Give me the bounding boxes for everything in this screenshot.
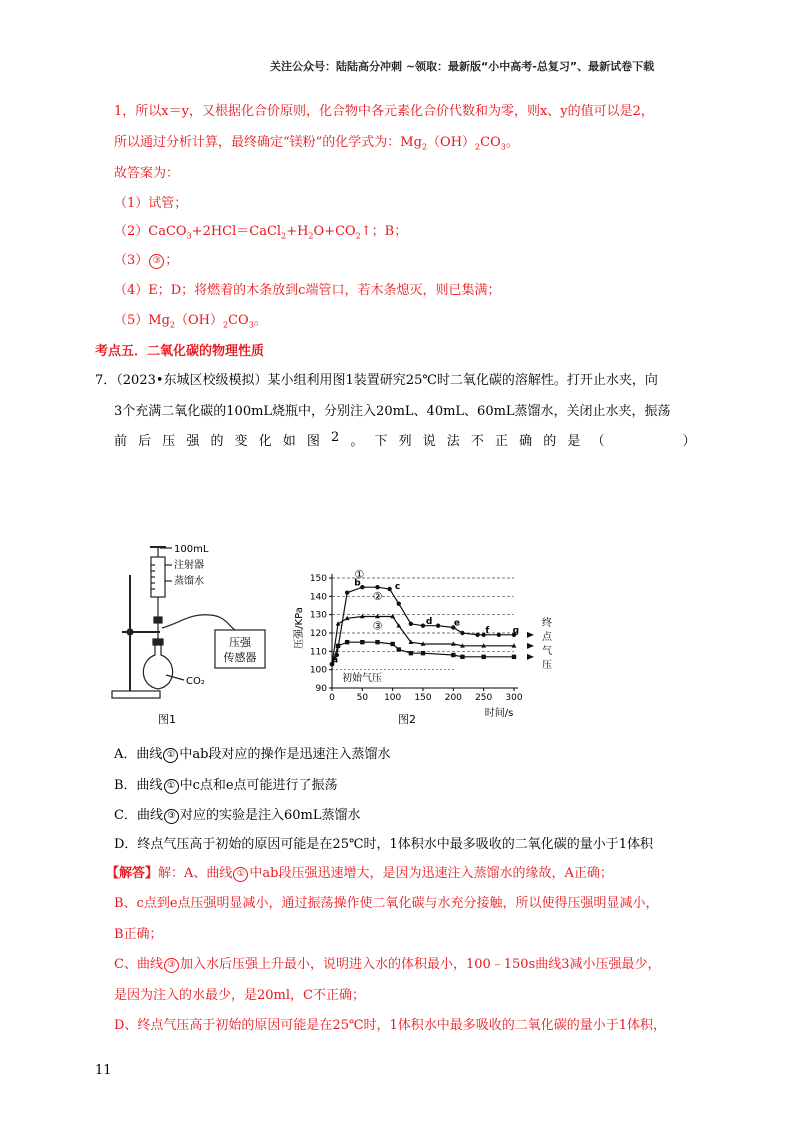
final-label-char: 终 (542, 618, 552, 629)
figure2-caption: 图2 (398, 713, 416, 726)
flask (143, 645, 172, 689)
data-point (512, 655, 516, 659)
x-tick-label: 300 (505, 693, 523, 703)
page-header: 关注公众号：陆陆高分冲刺 ~领取：最新版“小中高考-总复习”、最新试卷下载 (270, 60, 655, 73)
answer-2: $(2)CaCO_3+2HCl=CaCl_2+H_2O+CO_2↑$；B； (114, 224, 408, 241)
data-point (345, 640, 349, 644)
stand-base (112, 691, 160, 698)
figure1-apparatus (110, 535, 290, 735)
label-water: 蒸馏水 (174, 576, 204, 587)
x-tick-label: 150 (414, 693, 432, 703)
y-tick-label: 90 (315, 684, 327, 694)
data-point (360, 640, 364, 644)
data-point (460, 631, 464, 635)
figure2-chart (292, 568, 562, 718)
data-point (390, 642, 394, 646)
label-volume: 100mL (174, 544, 209, 555)
chart-ylabel: 压强/KPa (294, 607, 305, 649)
answer-line-1: 1，所以x＝y，又根据化合价原则，化合物中各元素化合价代数和为零，则x、y的值可以是2， (114, 104, 654, 119)
figure1-caption: 图1 (158, 713, 176, 726)
answer-4: （4）E；D；将燃着的木条放到c端管口，若木条熄灭，则已集满； (114, 283, 501, 298)
point-label-e: e (453, 618, 461, 629)
data-point (387, 587, 391, 591)
data-point (421, 651, 425, 655)
final-label-char: 气 (542, 646, 552, 657)
data-point (481, 655, 485, 659)
data-point (475, 633, 479, 637)
y-tick-label: 140 (309, 592, 327, 603)
solution-line-2: B、c点到e点压强明显减小，通过振荡操作使二氧化碳与水充分接触，所以使得压强明显减小， (114, 896, 659, 911)
label-syringe: 注射器 (174, 560, 204, 571)
data-point (421, 623, 425, 627)
question-line-2: 3个充满二氧化碳的100mL烧瓶中，分别注入20mL、40mL、60mL蒸馏水，关闭止水夹，振荡 (114, 404, 671, 419)
data-point (345, 590, 349, 594)
data-point (451, 653, 455, 657)
choice-b: B．曲线 ① 中c点和e点可能进行了振荡 (114, 778, 338, 793)
final-arrow (527, 632, 534, 638)
curve-label: ② (372, 590, 383, 603)
question-line-3: 前 后 压 强 的 变 化 如 图 2 。 下 列 说 法 不 正 确 的 是 （ ） (114, 430, 696, 449)
label-sensor-2: 传感器 (223, 651, 257, 664)
solution-line-3: B正确； (114, 927, 163, 942)
solution-line-4: C、曲线 ③ 加入水后压强上升最小，说明进入水的体积最小，100﹣150s曲线3减小压强最少， (114, 957, 661, 972)
solution-line-1: 【解答】解：A、曲线 ① 中ab段压强迅速增大，是因为迅速注入蒸馏水的缘故，A正确； (106, 866, 613, 881)
data-point (375, 640, 379, 644)
final-arrow (527, 643, 534, 649)
label-sensor-1: 压强 (229, 636, 251, 649)
choice-c: C．曲线 ③ 对应的实验是注入60mL蒸馏水 (114, 808, 361, 823)
data-point (497, 633, 501, 637)
data-point (397, 647, 401, 651)
y-tick-label: 150 (309, 574, 327, 584)
label-gas: CO₂ (186, 676, 205, 687)
data-point (409, 651, 413, 655)
solution-line-5: 是因为注入的水最少，是20ml，C不正确； (114, 988, 365, 1003)
data-point (375, 585, 379, 589)
answer-5: $(5)Mg_2(OH)_2CO_3$。 (114, 313, 267, 330)
point-label-b: b (354, 578, 361, 589)
x-tick-label: 200 (444, 693, 462, 703)
answer-1: （1）试管； (114, 196, 188, 211)
point-label-a: a (331, 655, 339, 666)
final-label-char: 点 (542, 632, 552, 643)
data-point (336, 644, 340, 648)
x-tick-label: 0 (329, 693, 335, 703)
data-point (360, 585, 364, 589)
answer-line-2: 所以通过分析计算，最终确定“镁粉”的化学式为：$Mg_2(OH)_2CO_3$。 (114, 135, 519, 152)
page-number: 11 (95, 1063, 112, 1078)
point-label-c: c (394, 582, 401, 592)
solution-line-6: D、终点气压高于初始的原因可能是在25℃时，1体积水中最多吸收的二氧化碳的量小于1体积， (114, 1018, 667, 1033)
x-tick-label: 250 (475, 693, 493, 703)
chart-initial-label: 初始气压 (342, 673, 382, 684)
data-point (397, 601, 401, 605)
curve-label: ③ (372, 619, 383, 633)
data-point (436, 623, 440, 627)
final-arrow (527, 654, 534, 660)
point-label-d: d (425, 616, 433, 627)
point-label-f: f (485, 626, 490, 636)
question-line-1: 7．（2023•东城区校级模拟）某小组利用图1装置研究25℃时二氧化碳的溶解性。打开止水夹，向 (95, 373, 658, 388)
curve-label: ① (354, 568, 365, 581)
data-point (460, 655, 464, 659)
y-tick-label: 120 (309, 629, 327, 639)
point-label-g: g (512, 626, 520, 636)
y-tick-label: 130 (309, 610, 327, 621)
answer-3: （3） ③ ； (114, 253, 179, 268)
x-tick-label: 50 (356, 693, 369, 703)
final-label-char: 压 (542, 660, 552, 671)
section-title: 考点五．二氧化碳的物理性质 (95, 344, 265, 359)
choice-a: A．曲线 ① 中ab段对应的操作是迅速注入蒸馏水 (114, 747, 391, 762)
data-point (409, 622, 413, 626)
choice-d: D．终点气压高于初始的原因可能是在25℃时，1体积水中最多吸收的二氧化碳的量小于1体积 (114, 837, 654, 852)
answer-heading: 故答案为： (114, 166, 180, 181)
chart-xlabel: 时间/s (484, 708, 514, 718)
x-tick-label: 100 (384, 693, 402, 703)
y-tick-label: 110 (309, 647, 327, 658)
y-tick-label: 100 (309, 665, 327, 676)
